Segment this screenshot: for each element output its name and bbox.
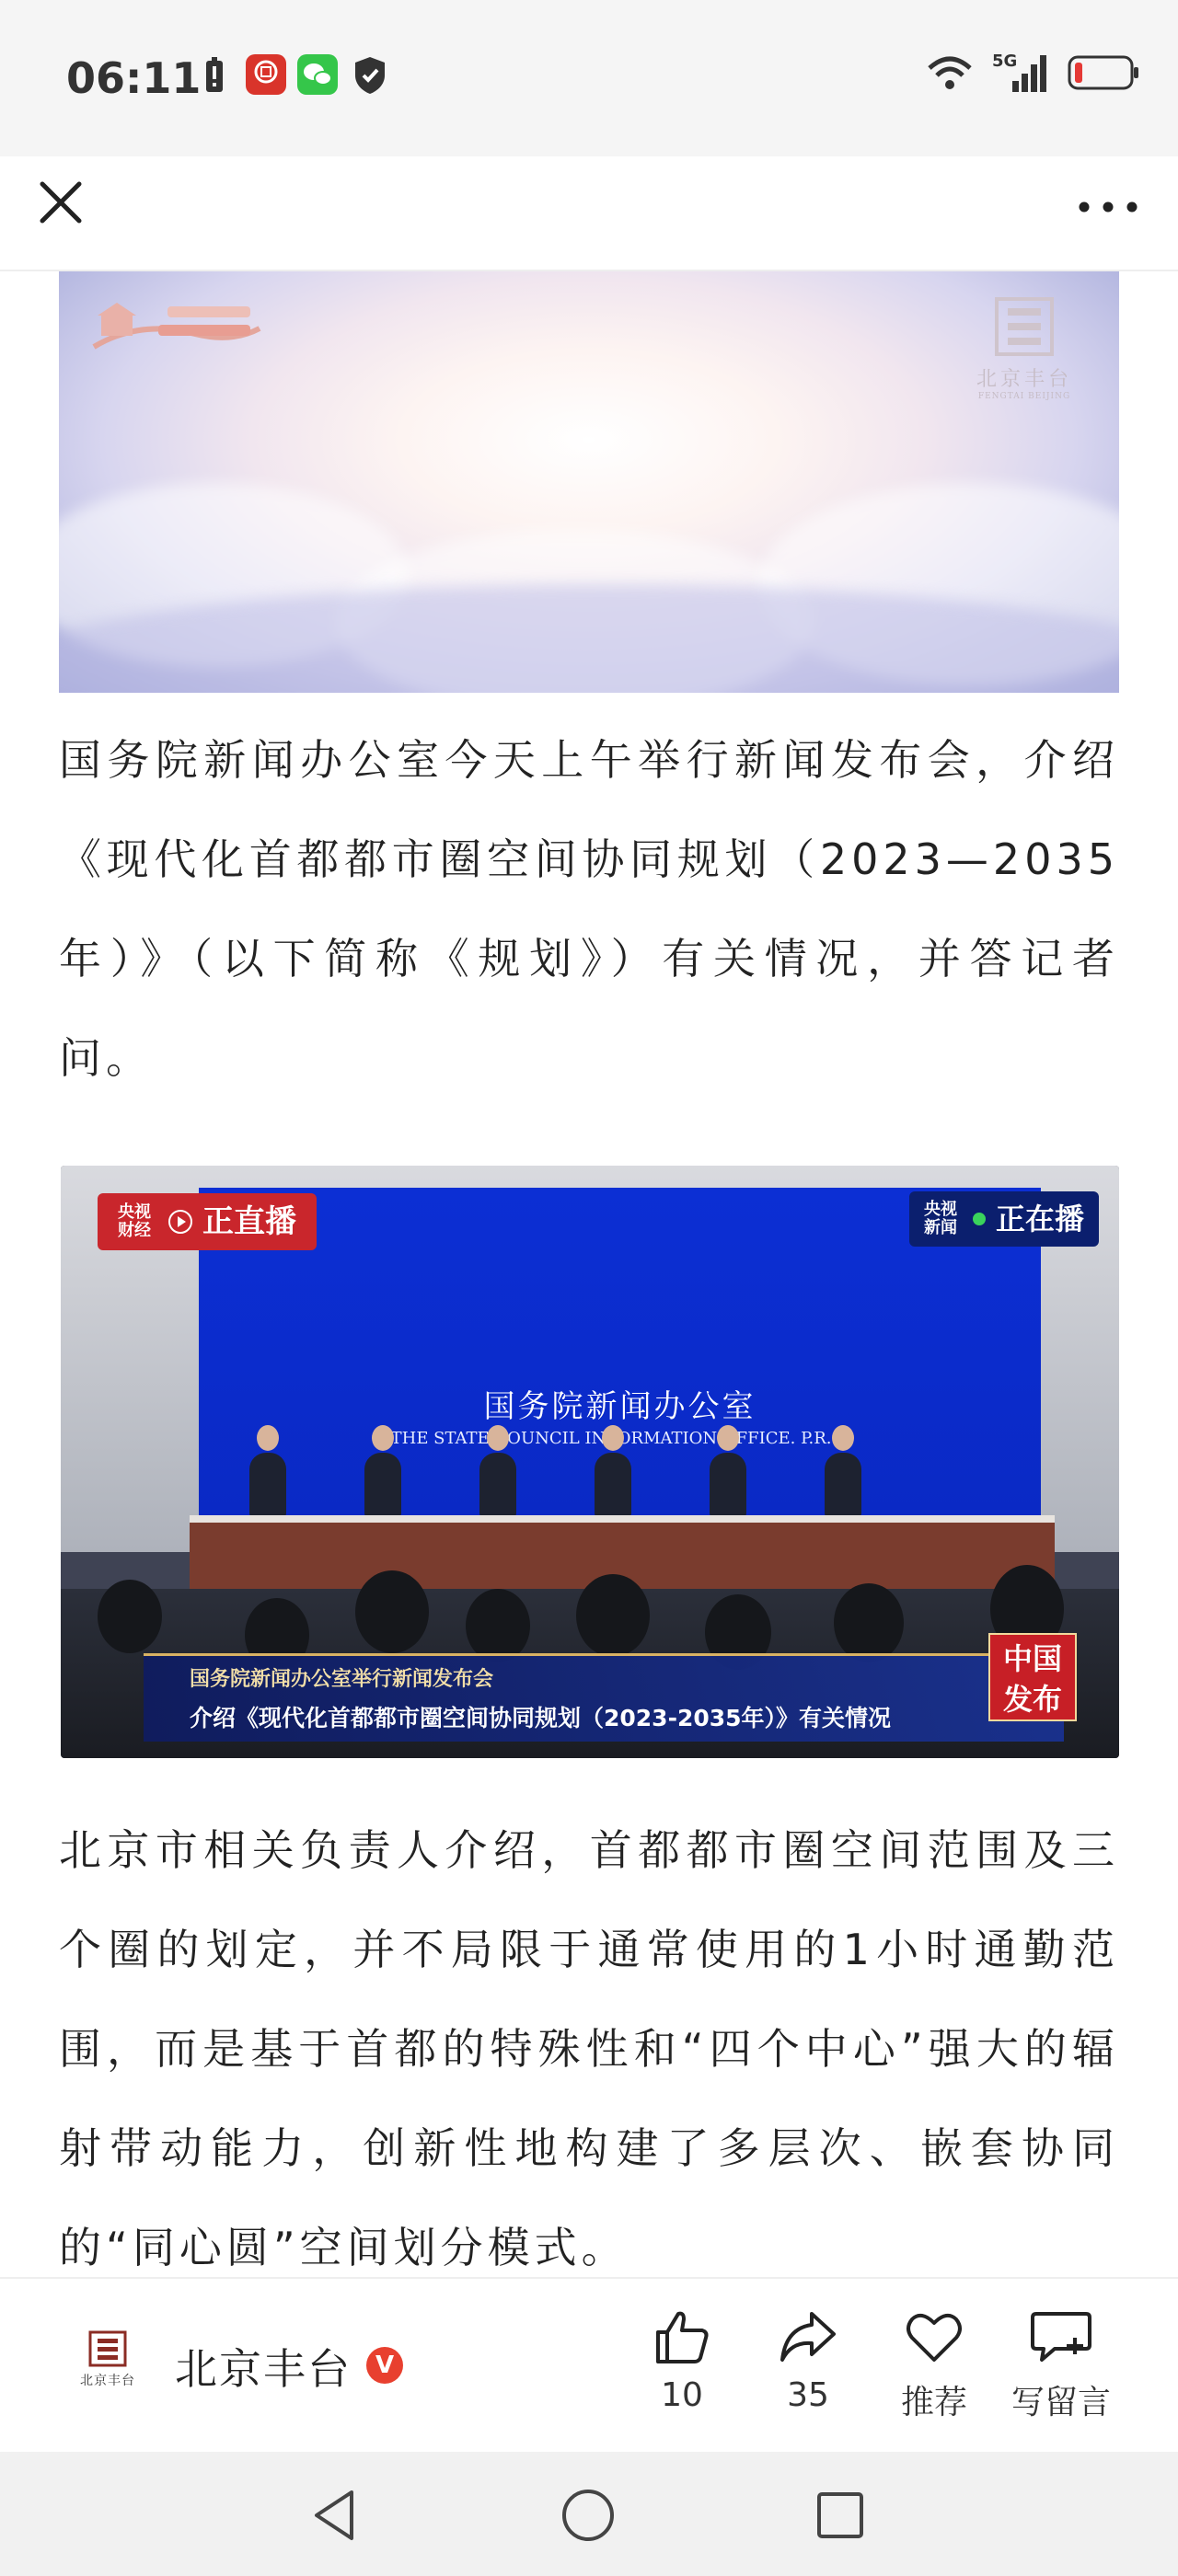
like-count: 10 [661,2376,703,2414]
back-nav-icon[interactable] [304,2483,368,2547]
home-nav-icon[interactable] [556,2483,620,2547]
live-badge-left-channel: 央视财经 [118,1202,151,1240]
live-badge-right-channel: 央视新闻 [923,1200,957,1237]
shield-icon [352,55,388,96]
battery-icon [1068,53,1141,92]
banner-event-logo [85,292,269,369]
banner-brand-name: 北京丰台 [976,368,1072,391]
account-avatar[interactable] [77,2330,138,2397]
thumbs-up-icon [653,2308,711,2365]
app-bar [0,156,1178,271]
battery-saver-icon [204,57,225,94]
live-dot-icon [972,1212,987,1226]
fengtai-logo-icon [87,2330,129,2367]
backdrop-title: 国务院新闻办公室 [483,1388,756,1425]
backdrop-subtitle: THE STATE COUNCIL INFORMATION OFFICE. P.R.C. [390,1429,849,1448]
photo-caption-top: 国务院新闻办公室举行新闻发布会 [190,1668,494,1691]
article-content [0,271,1178,2277]
article-paragraph-1: 国务院新闻办公室今天上午举行新闻发布会，介绍《现代化首都都市圈空间协同规划（2023—2035年）》（以下简称《规划》）有关情况，并答记者问。 [59,735,1119,1083]
account-name[interactable]: 北京丰台 [175,2344,352,2394]
write-comment-label: 写留言 [1011,2384,1111,2421]
live-badge-left [98,1193,317,1250]
wifi-icon [924,52,976,94]
system-navigation-bar [0,2452,1178,2576]
fengtai-seal-icon [991,293,1057,360]
play-icon [167,1209,193,1235]
share-button[interactable] [748,2308,868,2414]
share-count: 35 [787,2376,829,2414]
status-right-group [924,52,1141,94]
press-conference-photo [61,1166,1119,1758]
recents-nav-icon[interactable] [808,2483,872,2547]
live-badge-left-text: 正直播 [202,1203,296,1240]
close-icon[interactable] [35,177,87,228]
photo-caption-main: 介绍《现代化首都都市圈空间协同规划（2023-2035年）》有关情况 [190,1705,892,1731]
live-badge-right [909,1191,1099,1247]
china-release-badge: 中国发布 [988,1633,1077,1721]
heart-icon [905,2308,964,2365]
write-comment-button[interactable] [1001,2308,1121,2423]
signal-icon [992,52,1051,94]
network-type: 5G [992,52,1018,71]
photo-caption-bar [144,1653,1064,1742]
banner-brand-logo [970,293,1079,404]
bank-app-icon [245,53,287,96]
recommend-button[interactable] [874,2308,994,2423]
status-bar [0,0,1178,156]
recommend-label: 推荐 [900,2384,967,2421]
like-button[interactable] [622,2308,742,2414]
status-time: 06:11 [66,53,202,103]
comment-icon [1029,2308,1093,2365]
wechat-icon [296,53,339,96]
share-icon [779,2308,837,2365]
account-logo-text: 北京丰台 [80,2374,135,2388]
article-paragraph-2: 北京市相关负责人介绍，首都都市圈空间范围及三个圈的划定，并不局限于通常使用的1小时通勤范围，而是基于首都的特殊性和“四个中心”强大的辐射带动能力，创新性地构建了多层次、嵌套协同的“同心圆”空间划分模式。 [59,1825,1119,2272]
bottom-action-bar [0,2277,1178,2452]
live-badge-right-text: 正在播 [995,1202,1084,1236]
article-banner-image [59,271,1119,693]
verified-badge: V [366,2347,403,2384]
banner-brand-name-en: FENGTAI BEIJING [977,392,1071,401]
more-icon[interactable] [1075,193,1141,221]
